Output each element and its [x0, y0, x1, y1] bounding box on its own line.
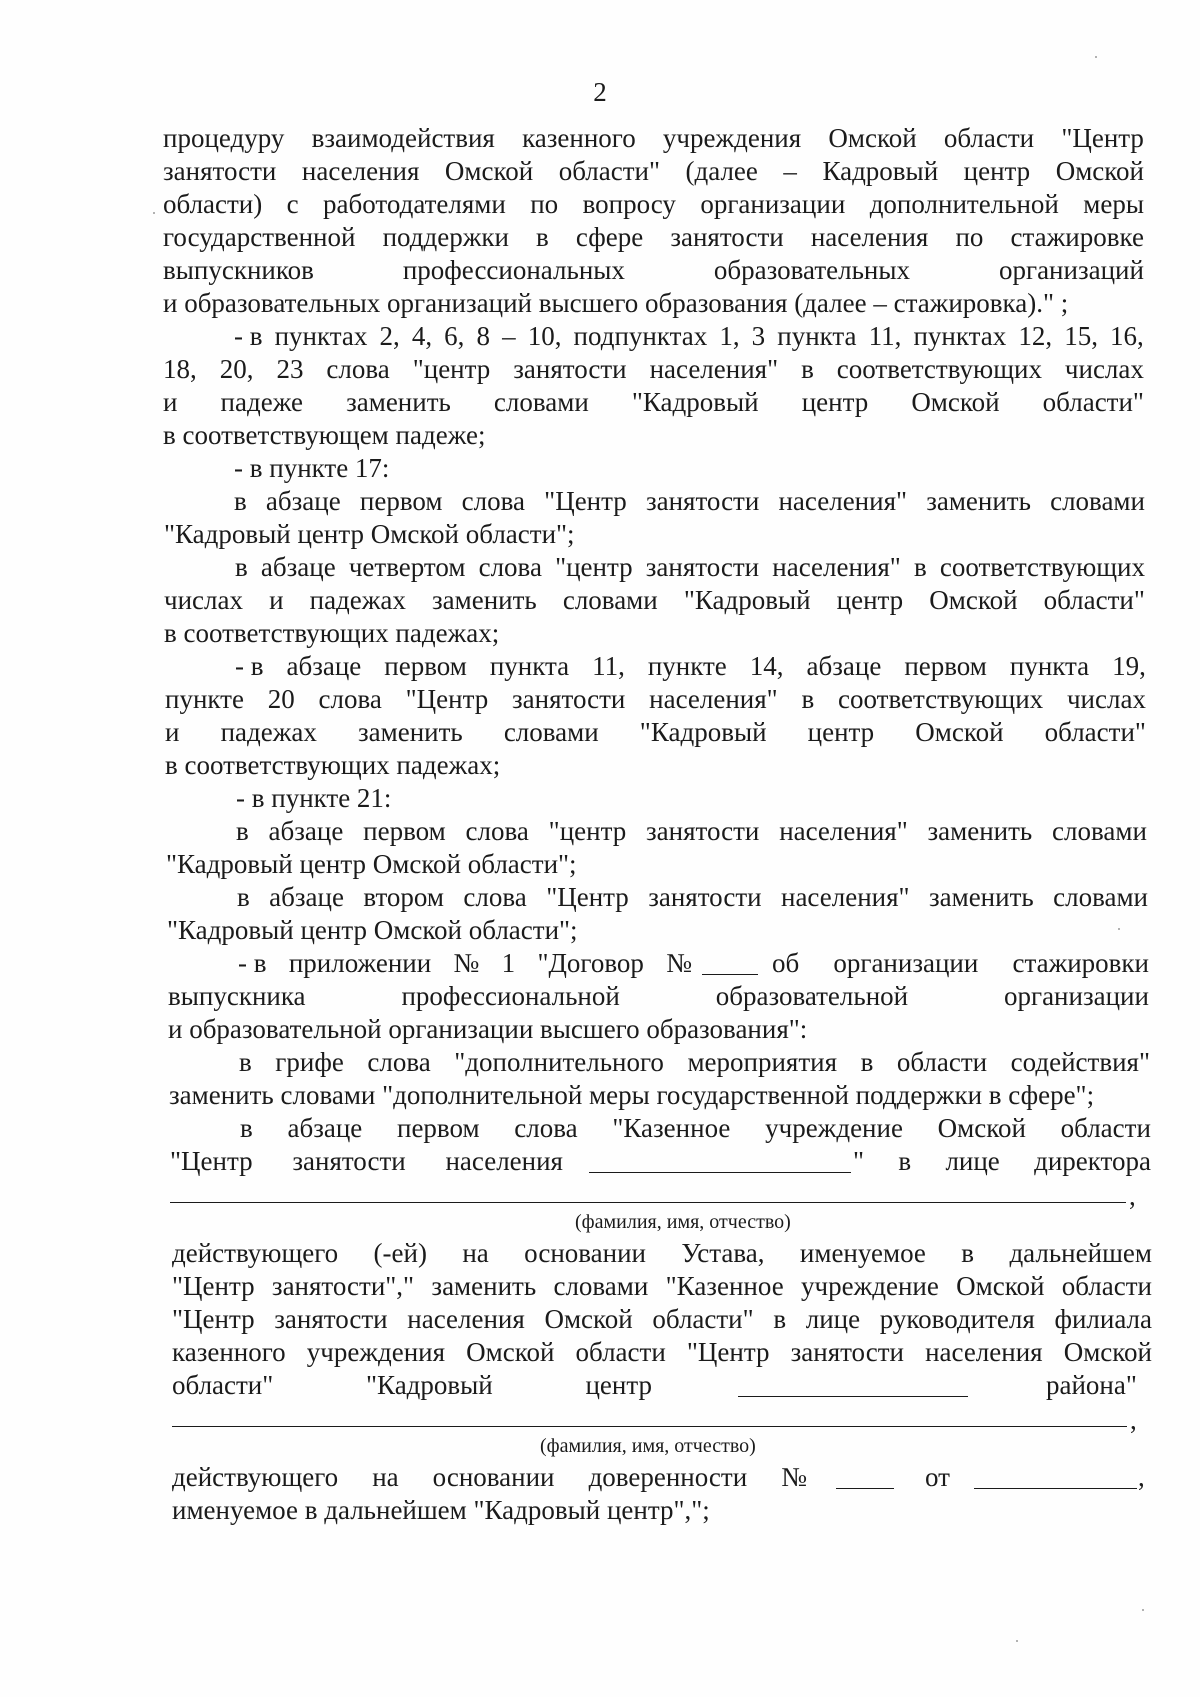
word: первом [384, 651, 467, 681]
word: области) [163, 189, 263, 219]
text-line [163, 122, 1144, 154]
text-line: именуемое в дальнейшем "Кадровый центр","; [172, 1495, 710, 1525]
word: населения [301, 156, 420, 186]
word: "центр [548, 816, 627, 846]
word: - в [235, 651, 264, 681]
word: на [462, 1238, 489, 1268]
text-line [853, 1145, 1151, 1177]
word: "Кадровый [631, 387, 759, 417]
word: 20, [219, 354, 254, 384]
text-line: , [1129, 1181, 1136, 1211]
text-line: района" [1046, 1370, 1137, 1400]
text-line: - в пункте 17: [234, 453, 390, 483]
text-line [172, 1336, 1152, 1368]
word: в [235, 552, 248, 582]
word: казенного [172, 1337, 286, 1367]
word: учреждения [306, 1337, 446, 1367]
word: заменить [927, 816, 1033, 846]
word: 15, [1064, 321, 1098, 351]
word: поддержки [382, 222, 509, 252]
word: в [239, 1047, 252, 1077]
text-line [163, 188, 1144, 220]
word: 20 [267, 684, 295, 714]
text-line [239, 1046, 1150, 1078]
word: сфере [575, 222, 644, 252]
text-line [234, 320, 1144, 352]
text-line: "Кадровый центр Омской области"; [167, 915, 578, 945]
text-line [172, 1369, 652, 1401]
word: № [666, 948, 692, 978]
word: пункте [647, 651, 727, 681]
text-line [235, 551, 1145, 583]
word: 1, [719, 321, 740, 351]
word: - в [234, 321, 263, 351]
word: Кадровый [822, 156, 939, 186]
word: в [236, 816, 249, 846]
text-line [163, 221, 1144, 253]
word: дальнейшем [1009, 1238, 1152, 1268]
word: в [536, 222, 549, 252]
word: "Кадровый [366, 1370, 493, 1400]
word: пункта [489, 651, 570, 681]
text-line: , [1138, 1462, 1145, 1492]
page-number: 2 [593, 77, 607, 107]
text-line: в соответствующих падежах; [164, 618, 500, 648]
word: занятости [292, 1146, 406, 1176]
text-line [164, 584, 1145, 616]
word: по [955, 222, 984, 252]
word: словами [562, 585, 658, 615]
word: в [234, 486, 247, 516]
word: в [240, 1113, 253, 1143]
word: слова [318, 684, 382, 714]
scan-speck [1016, 1640, 1018, 1642]
word: "Кадровый [683, 585, 811, 615]
word: Омской [911, 387, 1000, 417]
word: слова [367, 1047, 431, 1077]
word: населения [810, 222, 929, 252]
word: и [163, 387, 178, 417]
word: Омской [1063, 1337, 1152, 1367]
fill-line [170, 1202, 1126, 1203]
word: Омской [937, 1113, 1026, 1143]
word: занятости [163, 156, 277, 186]
text-line [165, 683, 1146, 715]
contract-number-blank [702, 950, 758, 975]
word: абзаце [269, 882, 344, 912]
text-line [163, 353, 1144, 385]
word: населения" [772, 552, 901, 582]
word: области" [172, 1370, 274, 1400]
word: действующего [172, 1238, 339, 1268]
word: профессиональных [402, 255, 625, 285]
word: словами [493, 387, 589, 417]
word: слова [478, 552, 542, 582]
text-line: от [925, 1462, 950, 1492]
text-line: и образовательной организации высшего образования": [168, 1014, 808, 1044]
word: населения" [649, 354, 779, 384]
word: образовательной [715, 981, 909, 1011]
word: пункта [777, 321, 857, 351]
word: населения" [649, 684, 778, 714]
scan-speck [1142, 1609, 1144, 1611]
word: " [853, 1146, 865, 1176]
word: взаимодействия [311, 123, 495, 153]
word: соответствующих [939, 552, 1145, 582]
word: (-ей) [373, 1238, 427, 1268]
text-line [172, 1461, 807, 1493]
word: области [1060, 1113, 1151, 1143]
text-line: "Центр занятости населения Омской области" в лице руководителя филиала [172, 1304, 1152, 1334]
word: области [575, 1337, 666, 1367]
word: заменить [346, 387, 451, 417]
word: – [502, 321, 516, 351]
word: центр [836, 585, 904, 615]
word: № [453, 948, 480, 978]
word: 18, [163, 354, 197, 384]
word: содействия" [1010, 1047, 1150, 1077]
word: учреждения [662, 123, 802, 153]
word: 19, [1112, 651, 1146, 681]
word: "дополнительного [454, 1047, 664, 1077]
word: дополнительной [869, 189, 1059, 219]
word: заменить [928, 882, 1034, 912]
word: занятости [790, 1337, 904, 1367]
word: в [898, 1146, 912, 1176]
word: занятости [645, 552, 760, 582]
word: "Центр [546, 882, 629, 912]
word: работодателями [323, 189, 506, 219]
word: словами [1050, 486, 1145, 516]
word: занятости [670, 222, 784, 252]
word: организации [1004, 981, 1149, 1011]
word: Омской [929, 585, 1018, 615]
text-line [168, 980, 1149, 1012]
word: числах [164, 585, 243, 615]
word: населения" [778, 486, 908, 516]
word: центр [963, 156, 1031, 186]
scan-speck [1095, 56, 1097, 58]
power-of-attorney-number-blank [836, 1464, 894, 1489]
text-line: заменить словами "дополнительной меры государственной поддержки в сфере"; [169, 1080, 1095, 1110]
word: меры [1083, 189, 1144, 219]
text-line [238, 947, 692, 979]
word: в [237, 882, 250, 912]
scan-speck [1118, 928, 1120, 930]
text-line [237, 881, 1148, 913]
word: соответствующих [836, 354, 1042, 384]
text-line: и образовательных организаций высшего образования (далее – стажировка)." ; [163, 288, 1069, 318]
text-line [234, 485, 1145, 517]
word: занятости [646, 816, 760, 846]
word: действующего [172, 1462, 339, 1492]
word: области" [1044, 717, 1146, 747]
word: "центр [412, 354, 491, 384]
text-line: "Кадровый центр Омской области"; [164, 519, 575, 549]
word: государственной [163, 222, 356, 252]
word: пунктах [274, 321, 368, 351]
text-line [240, 1112, 1151, 1144]
word: лице [945, 1146, 1000, 1176]
word: выпускников [163, 255, 314, 285]
word: пункта [1009, 651, 1090, 681]
word: стажировке [1010, 222, 1144, 252]
word: Омской [828, 123, 917, 153]
word: слова [326, 354, 390, 384]
word: заменить [432, 585, 537, 615]
district-blank [738, 1372, 968, 1397]
word: Омской [444, 156, 534, 186]
word: слова [465, 816, 529, 846]
word: основании [432, 1462, 555, 1492]
word: 3 [751, 321, 766, 351]
word: абзаце [287, 1113, 363, 1143]
word: занятости [645, 486, 760, 516]
word: процедуру [163, 123, 285, 153]
word: 14, [749, 651, 784, 681]
word: населения [925, 1337, 1043, 1367]
word: стажировки [1012, 948, 1149, 978]
text-line: , [1130, 1405, 1137, 1435]
word: образовательных [713, 255, 910, 285]
word: втором [363, 882, 444, 912]
word: № [781, 1462, 807, 1492]
word: Омской [466, 1337, 555, 1367]
word: 8 [476, 321, 490, 351]
word: области" [1042, 387, 1144, 417]
word: занятости [648, 882, 762, 912]
word: вопросу [582, 189, 676, 219]
word: словами [1053, 882, 1148, 912]
word: падежах [220, 717, 317, 747]
text-line [163, 254, 1144, 286]
word: "Центр [544, 486, 627, 516]
text-line: в соответствующих падежах; [165, 750, 501, 780]
word: 6, [444, 321, 465, 351]
word: на [372, 1462, 399, 1492]
word: населения [445, 1146, 563, 1176]
word: центр [585, 1370, 652, 1400]
word: с [286, 189, 299, 219]
text-line: в соответствующем падеже; [163, 420, 486, 450]
word: учреждение [765, 1113, 903, 1143]
word: "Договор [537, 948, 644, 978]
word: соответствующих [838, 684, 1044, 714]
word: населения" [781, 882, 910, 912]
word: "Центр [170, 1146, 253, 1176]
word: в [961, 1238, 975, 1268]
word: абзаце [268, 816, 344, 846]
date-blank [974, 1464, 1137, 1489]
word: пунктах [913, 321, 1007, 351]
word: абзаце [265, 486, 341, 516]
text-line [772, 947, 1149, 979]
word: числах [1064, 354, 1144, 384]
word: области [896, 1047, 988, 1077]
word: падеже [220, 387, 303, 417]
word: заменить [926, 486, 1031, 516]
word: области [943, 123, 1035, 153]
word: в [801, 354, 814, 384]
word: по [530, 189, 559, 219]
word: "центр [555, 552, 633, 582]
word: и [165, 717, 180, 747]
word: 16, [1110, 321, 1144, 351]
word: "Казенное [612, 1113, 731, 1143]
word: области" [1043, 585, 1145, 615]
word: (далее [685, 156, 758, 186]
text-line [163, 386, 1144, 418]
word: населения" [779, 816, 908, 846]
word: Омской [1055, 156, 1144, 186]
word: - в [238, 948, 267, 978]
text-line [172, 1237, 1152, 1269]
word: первом [359, 486, 443, 516]
word: 23 [276, 354, 304, 384]
word: четвертом [348, 552, 466, 582]
word: 1 [501, 948, 516, 978]
word: 11, [868, 321, 902, 351]
word: первом [397, 1113, 480, 1143]
word: выпускника [168, 981, 306, 1011]
word: абзаце [286, 651, 362, 681]
word: "Центр [405, 684, 489, 714]
word: в [860, 1047, 874, 1077]
word: грифе [275, 1047, 344, 1077]
word: 12, [1018, 321, 1053, 351]
word: организаций [999, 255, 1144, 285]
word: 11, [592, 651, 625, 681]
text-line [165, 716, 1146, 748]
text-line [163, 155, 1144, 187]
word: слова [461, 486, 525, 516]
fill-line [172, 1426, 1127, 1427]
word: "Кадровый [639, 717, 767, 747]
word: области" [558, 156, 660, 186]
word: словами [1052, 816, 1147, 846]
word: казенного [522, 123, 636, 153]
text-line: "Центр занятости"," заменить словами "Казенное учреждение Омской области [172, 1271, 1152, 1301]
word: подпунктах [573, 321, 708, 351]
word: именуемое [799, 1238, 926, 1268]
word: директора [1034, 1146, 1151, 1176]
word: 4, [411, 321, 433, 351]
text-line [170, 1145, 563, 1177]
word: мероприятия [687, 1047, 838, 1077]
word: в [801, 684, 815, 714]
word: слова [514, 1113, 578, 1143]
name-blank [589, 1148, 851, 1173]
text-line [236, 815, 1147, 847]
word: первом [904, 651, 987, 681]
word: "Центр [1061, 123, 1144, 153]
word: и [269, 585, 284, 615]
caption-fio: (фамилия, имя, отчество) [540, 1435, 756, 1457]
word: приложении [288, 948, 432, 978]
word: первом [363, 816, 446, 846]
word: организации [833, 948, 979, 978]
text-line [235, 650, 1146, 682]
word: занятости [513, 354, 627, 384]
word: 2, [379, 321, 400, 351]
word: Устава, [681, 1238, 765, 1268]
word: Омской [915, 717, 1004, 747]
word: доверенности [588, 1462, 748, 1492]
word: организации [700, 189, 846, 219]
word: – [783, 156, 797, 186]
caption-fio: (фамилия, имя, отчество) [575, 1211, 791, 1233]
word: числах [1066, 684, 1146, 714]
word: центр [801, 387, 869, 417]
word: абзаце [806, 651, 882, 681]
text-line: "Кадровый центр Омской области"; [166, 849, 577, 879]
text-line: - в пункте 21: [236, 783, 392, 813]
word: основании [524, 1238, 647, 1268]
word: профессиональной [401, 981, 620, 1011]
word: словами [503, 717, 599, 747]
word: в [913, 552, 927, 582]
word: центр [807, 717, 875, 747]
word: пункте [165, 684, 244, 714]
word: падежах [309, 585, 406, 615]
word: абзаце [260, 552, 336, 582]
word: слова [463, 882, 527, 912]
word: занятости [512, 684, 626, 714]
word: "Центр [686, 1337, 770, 1367]
scan-speck [153, 212, 155, 214]
word: 10, [527, 321, 562, 351]
word: об [772, 948, 800, 978]
word: заменить [357, 717, 463, 747]
